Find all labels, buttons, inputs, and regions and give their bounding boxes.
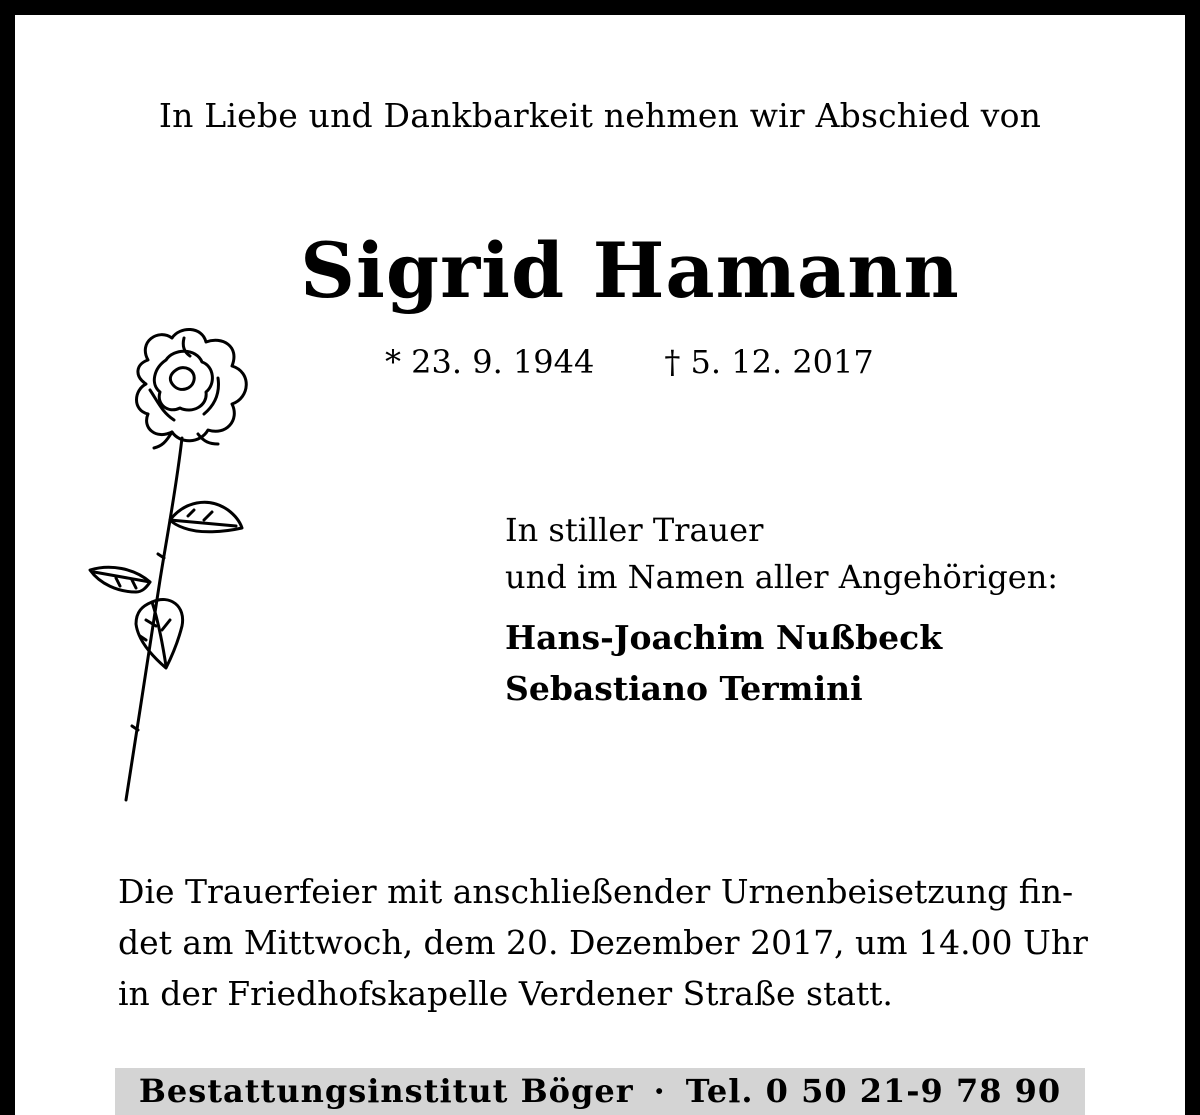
rose-icon [80,320,280,810]
funeral-service-text [118,866,1088,1019]
birth-date: * 23. 9. 1944 [385,343,595,381]
service-line-2: det am Mittwoch, dem 20. Dezember 2017, um 14.00 Uhr [118,923,1088,962]
funeral-home-footer [115,1068,1085,1115]
funeral-home-name: Bestattungsinstitut Böger [138,1072,634,1110]
mourners-list [505,612,942,714]
deceased-name: Sigrid Hamann [300,226,960,315]
funeral-home-phone: Tel. 0 50 21-9 78 90 [685,1072,1062,1110]
footer-separator: · [653,1072,666,1110]
service-line-1: Die Trauerfeier mit anschließender Urnenbeisetzung fin- [118,872,1074,911]
mourning-text [505,507,1058,601]
mourner-name: Sebastiano Termini [505,669,863,708]
service-line-3: in der Friedhofskapelle Verdener Straße statt. [118,974,893,1013]
mourning-line-2: und im Namen aller Angehörigen: [505,558,1059,596]
mourning-line-1: In stiller Trauer [505,511,764,549]
death-date: † 5. 12. 2017 [664,343,874,381]
mourner-name: Hans-Joachim Nußbeck [505,618,943,657]
life-dates [385,343,874,381]
intro-text: In Liebe und Dankbarkeit nehmen wir Abschied von [158,96,1042,135]
